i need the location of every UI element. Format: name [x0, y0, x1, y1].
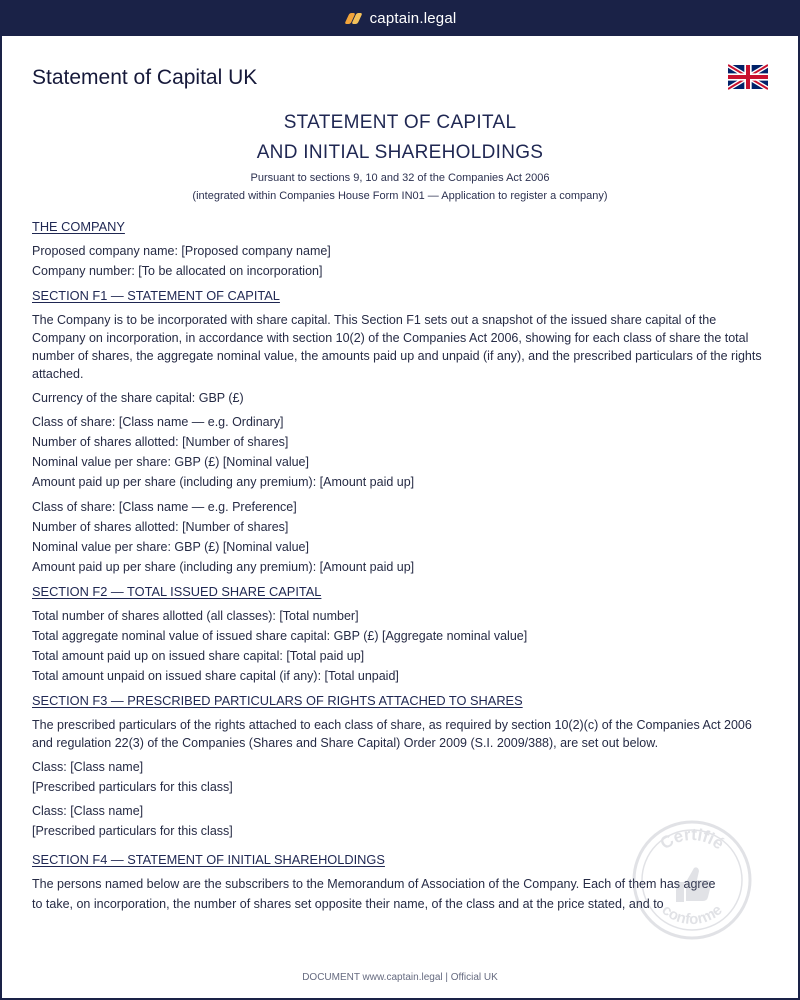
page-fade: [2, 941, 798, 967]
company-name-line: Proposed company name: [Proposed company name]: [32, 244, 331, 258]
total-line: Total aggregate nominal value of issued share capital: GBP (£) [Aggregate nominal value]: [32, 629, 528, 643]
document-page: [2, 36, 798, 998]
subtitle-line2: (integrated within Companies House Form IN01 — Application to register a company): [192, 190, 608, 202]
amount-paid-line: Amount paid up per share (including any premium): [Amount paid up]: [32, 475, 415, 489]
section-f4-intro-line2: to take, on incorporation, the number of shares set opposite their name, of the class and at the price stated, and to: [32, 897, 664, 911]
shares-number-line: Number of shares allotted: [Number of shares]: [32, 520, 289, 534]
section-f4-heading: SECTION F4 — STATEMENT OF INITIAL SHAREHOLDINGS: [32, 852, 385, 867]
total-line: Total amount paid up on issued share capital: [Total paid up]: [32, 649, 365, 663]
section-f3-intro: The prescribed particulars of the rights attached to each class of share, as required by section 10(2)(c) of the Companies Act 2006 and regulation 22(3) of the Companies (Shares and Share Capital) Order 2009 (S.I. 2009/388), are set out below.: [32, 718, 752, 750]
main-heading-line2: AND INITIAL SHAREHOLDINGS: [256, 142, 544, 163]
captain-logo-icon: [344, 12, 362, 24]
nominal-value-line: Nominal value per share: GBP (£) [Nominal value]: [32, 540, 309, 554]
stamp-text-bottom: conforme: [658, 901, 726, 929]
total-line: Total amount unpaid on issued share capital (if any): [Total unpaid]: [32, 669, 399, 683]
share-class-line: Class of share: [Class name — e.g. Preference]: [32, 500, 297, 514]
section-f3-heading: SECTION F3 — PRESCRIBED PARTICULARS OF RIGHTS ATTACHED TO SHARES: [32, 693, 523, 708]
shares-number-line: Number of shares allotted: [Number of shares]: [32, 435, 289, 449]
currency-line: Currency of the share capital: GBP (£): [32, 391, 244, 405]
section-f2-heading: SECTION F2 — TOTAL ISSUED SHARE CAPITAL: [32, 584, 322, 599]
stamp-text-top: Certifié: [656, 824, 728, 854]
section-f1-heading: SECTION F1 — STATEMENT OF CAPITAL: [32, 288, 280, 303]
share-class-line: Class of share: [Class name — e.g. Ordinary]: [32, 415, 284, 429]
document-body: [32, 218, 772, 915]
company-number-line: Company number: [To be allocated on incorporation]: [32, 264, 323, 278]
rights-class-line: Class: [Class name]: [32, 804, 144, 818]
uk-flag-icon[interactable]: [728, 64, 768, 90]
amount-paid-line: Amount paid up per share (including any premium): [Amount paid up]: [32, 560, 415, 574]
nominal-value-line: Nominal value per share: GBP (£) [Nominal value]: [32, 455, 309, 469]
section-f1-intro: The Company is to be incorporated with share capital. This Section F1 sets out a snapshot of the issued share capital of the Company on incorporation, in accordance with section 10(2) of the Companies Act 2006, showing for each class of share the total number of shares, the aggregate nominal value, the amounts paid up and unpaid (if any), and the prescribed particulars of the rights attached.: [32, 313, 762, 381]
top-bar: [0, 0, 800, 36]
section-f4-intro-line1: The persons named below are the subscribers to the Memorandum of Association of the Company. Each of them has agree: [32, 877, 716, 891]
document-title: Statement of Capital UK: [32, 66, 258, 89]
total-line: Total number of shares allotted (all classes): [Total number]: [32, 609, 359, 623]
rights-class-line: Class: [Class name]: [32, 760, 144, 774]
brand-name[interactable]: captain.legal: [369, 9, 457, 27]
company-heading: THE COMPANY: [32, 219, 125, 234]
main-heading-line1: STATEMENT OF CAPITAL: [283, 112, 517, 133]
subtitle-line1: Pursuant to sections 9, 10 and 32 of the Companies Act 2006: [250, 172, 550, 184]
rights-particulars-line: [Prescribed particulars for this class]: [32, 780, 233, 794]
footer-text[interactable]: DOCUMENT www.captain.legal | Official UK: [2, 972, 798, 983]
certified-stamp-icon: [630, 818, 754, 942]
rights-particulars-line: [Prescribed particulars for this class]: [32, 824, 233, 838]
